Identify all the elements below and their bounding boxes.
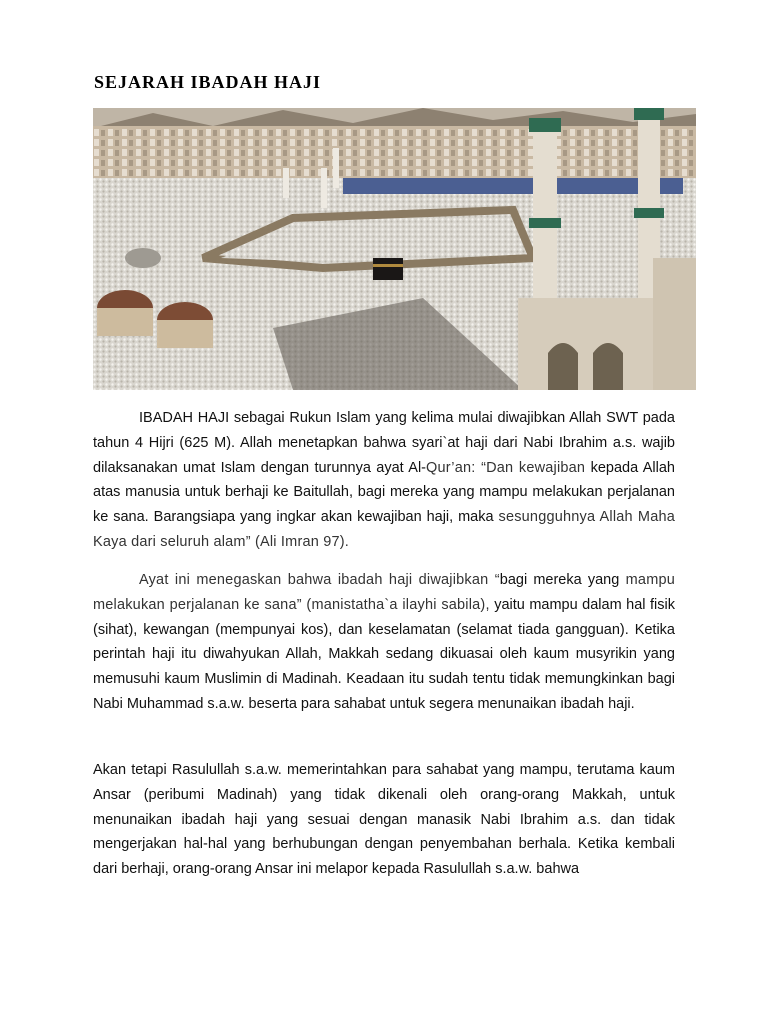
p2-arabic: (manistatha`a ilayhi sabila), [301, 596, 490, 613]
kaaba-illustration [93, 108, 696, 390]
paragraph-2 [93, 568, 675, 717]
p1-quote-a: Qur’an: “Dan kewajiban [426, 459, 586, 476]
p1-citation: (Ali Imran 97). [250, 533, 350, 550]
p1-text-a: IBADAH HAJI sebagai Rukun Islam yang kelima mulai diwajibkan Allah SWT pada tahun 4 Hijri (625 M). Allah menetapkan bahwa syari`at haji dari Nabi Ibrahim a.s. wajib dilaksanakan umat Islam dengan turunnya ayat Al- [93, 410, 675, 476]
page-title: SEJARAH IBADAH HAJI [94, 72, 322, 92]
p1-text-b: kepada Allah atas manusia untuk berhaji ke Baitullah, bagi mereka yang mampu melakukan perjalanan ke sana. Barangsiapa yang ingkar akan kewajiban haji, maka [93, 459, 675, 526]
p2-text-a: Ayat ini menegaskan bahwa ibadah haji diwajibkan “ [139, 572, 500, 588]
p1-quote-b: sesungguhnya Allah Maha Kaya dari seluruh alam” [93, 509, 676, 550]
paragraph-3: Akan tetapi Rasulullah s.a.w. memerintahkan para sahabat yang mampu, terutama kaum Ansar (peribumi Madinah) yang tidak dikenali oleh orang-orang Makkah, untuk menunaikan ibadah haji yang sesuai dengan manasik Nabi Ibrahim a.s. dan tidak mengerjakan hal-hal yang berhubungan dengan penyembahan berhala. Ketika kembali dari berhaji, orang-orang Ansar ini melapor kepada Rasulullah s.a.w. bahwa [93, 762, 675, 878]
p2-quote: mampu melakukan perjalanan ke sana” [93, 572, 676, 613]
masjidil-haram-photo [93, 108, 696, 390]
p2-text-c: yaitu mampu dalam hal fisik (sihat), kewangan (mempunyai kos), dan keselamatan (selamat tiada gangguan). Ketika perintah haji itu diwahyukan Allah, Makkah sedang dikuasai oleh kaum musyrikin yang memusuhi kaum Muslimin di Madinah. Keadaan itu sudah tentu tidak memungkinkan bagi Nabi Muhammad s.a.w. beserta para sahabat untuk segera menunaikan ibadah haji. [93, 596, 675, 712]
p2-text-b: bagi mereka yang [499, 572, 620, 588]
paragraph-1 [93, 406, 675, 555]
kaaba-shape [373, 258, 403, 280]
